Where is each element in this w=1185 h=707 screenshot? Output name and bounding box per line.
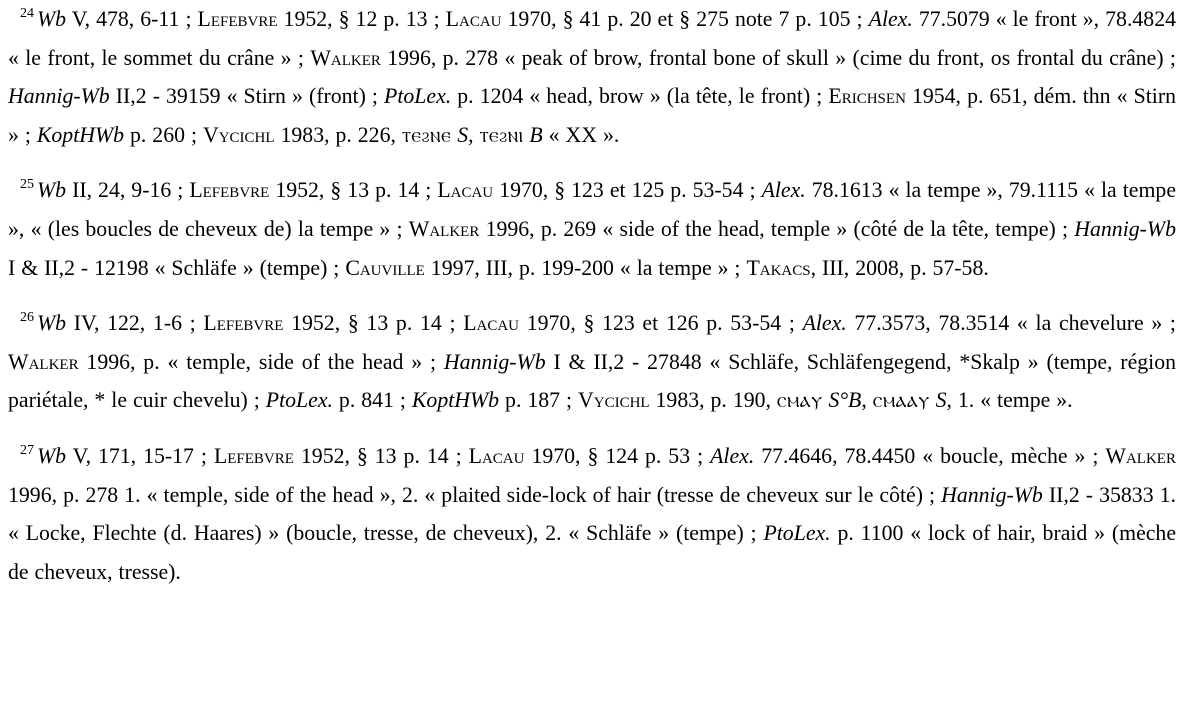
text-run: V, 478, 6-11 ; bbox=[66, 7, 198, 31]
coptic-word: ⲥⲙⲁⲁⲩ bbox=[872, 388, 930, 413]
footnote-text bbox=[8, 178, 1176, 279]
italic-run: KoptHWb bbox=[411, 388, 500, 413]
footnote-24 bbox=[8, 0, 1176, 154]
coptic-word: ⲧⲉϩⲛⲉ bbox=[401, 122, 452, 147]
text-run: , bbox=[468, 122, 480, 147]
text-run: 1952, § 13 p. 14 ; bbox=[293, 443, 469, 468]
footnote-text bbox=[8, 311, 1176, 412]
italic-run: Wb bbox=[37, 178, 67, 203]
author-name: Lefebvre bbox=[213, 443, 294, 468]
text-run: II,2 - 35833 1. « Locke, Flechte (d. Haares) » (boucle, tresse, de cheveux), 2. « Schläfe » (tempe) ; bbox=[8, 482, 1176, 546]
italic-run: S bbox=[935, 388, 947, 413]
text-run: 1996, p. « temple, side of the head » ; bbox=[78, 349, 444, 374]
italic-run: Hannig-Wb bbox=[8, 84, 110, 109]
author-name: Lacau bbox=[463, 311, 520, 336]
italic-run: Alex. bbox=[802, 311, 847, 336]
italic-run: Hannig-Wb bbox=[1074, 216, 1176, 241]
text-run: 1970, § 124 p. 53 ; bbox=[524, 443, 711, 468]
text-run: , bbox=[861, 388, 873, 413]
footnote-26 bbox=[8, 304, 1176, 420]
italic-run: Alex. bbox=[868, 7, 913, 31]
italic-run: PtoLex. bbox=[265, 388, 333, 413]
author-name: Vycichl bbox=[202, 122, 275, 147]
coptic-word: ⲧⲉϩⲛⲓ bbox=[479, 122, 524, 147]
footnote-25 bbox=[8, 171, 1176, 287]
text-run: 1970, § 123 et 126 p. 53-54 ; bbox=[519, 311, 803, 336]
italic-run: PtoLex. bbox=[384, 84, 452, 109]
text-run: 1997, III, p. 199-200 « la tempe » ; bbox=[424, 255, 747, 280]
text-run: I & II,2 - 27848 « Schläfe, Schläfengegend, *Skalp » (tempe, région pariétale, * le cuir chevelu) ; bbox=[8, 349, 1176, 413]
coptic-word: ⲥⲙⲁⲩ bbox=[776, 388, 823, 413]
author-name: Walker bbox=[408, 216, 480, 241]
italic-run: S°B bbox=[828, 388, 862, 413]
author-name: Walker bbox=[8, 349, 79, 374]
author-name: Lefebvre bbox=[203, 311, 284, 336]
text-run: 1952, § 12 p. 13 ; bbox=[277, 7, 446, 31]
author-name: Lacau bbox=[437, 178, 494, 203]
text-run: 1983, p. 190, bbox=[649, 388, 777, 413]
text-run: p. 260 ; bbox=[124, 122, 203, 147]
text-run: II,2 - 39159 « Stirn » (front) ; bbox=[109, 84, 385, 109]
text-run: 1952, § 13 p. 14 ; bbox=[269, 178, 438, 203]
footnote-27 bbox=[8, 437, 1176, 591]
text-run: 1952, § 13 p. 14 ; bbox=[283, 311, 464, 336]
author-name: Vycichl bbox=[578, 388, 650, 413]
text-run: 78.1613 « la tempe », 79.1115 « la tempe », « (les boucles de cheveux de) la tempe » ; bbox=[8, 178, 1176, 241]
text-run: 1996, p. 278 « peak of brow, frontal bone of skull » (cime du front, os frontal du crâne) ; bbox=[380, 45, 1176, 70]
author-name: Lefebvre bbox=[197, 7, 278, 31]
text-run: V, 171, 15-17 ; bbox=[66, 443, 214, 468]
author-name: Lefebvre bbox=[189, 178, 270, 203]
text-run: p. 1100 « lock of hair, braid » (mèche de cheveux, tresse). bbox=[8, 521, 1176, 584]
text-run: , III, 2008, p. 57-58. bbox=[810, 255, 989, 280]
footnote-text bbox=[8, 7, 1176, 147]
text-run: , 1. « tempe ». bbox=[946, 388, 1073, 413]
text-run: II, 24, 9-16 ; bbox=[66, 178, 190, 203]
author-name: Cauville bbox=[345, 255, 425, 280]
text-run: 1996, p. 269 « side of the head, temple » (côté de la tête, tempe) ; bbox=[479, 216, 1075, 241]
text-run: 1954, p. 651, dém. thn « Stirn » ; bbox=[8, 84, 1176, 147]
text-run: IV, 122, 1-6 ; bbox=[66, 311, 204, 336]
italic-run: Hannig-Wb bbox=[443, 349, 546, 374]
footnote-number: 26 bbox=[20, 310, 34, 326]
italic-run: Alex. bbox=[761, 178, 806, 203]
italic-run: S bbox=[457, 122, 469, 147]
italic-run: B bbox=[529, 122, 543, 147]
author-name: Takacs bbox=[746, 255, 811, 280]
footnote-number: 25 bbox=[20, 177, 34, 193]
italic-run: Alex. bbox=[710, 443, 755, 468]
text-run: 77.3573, 78.3514 « la chevelure » ; bbox=[846, 311, 1176, 336]
footnote-number: 27 bbox=[20, 442, 34, 458]
italic-run: Wb bbox=[37, 7, 67, 31]
text-run: I & II,2 - 12198 « Schläfe » (tempe) ; bbox=[8, 255, 346, 280]
text-run: 1970, § 123 et 125 p. 53-54 ; bbox=[493, 178, 762, 203]
text-run: p. 1204 « head, brow » (la tête, le front) ; bbox=[451, 84, 829, 109]
text-run: 1970, § 41 p. 20 et § 275 note 7 p. 105 ; bbox=[501, 7, 869, 31]
footnote-text bbox=[8, 444, 1176, 584]
italic-run: Wb bbox=[37, 311, 67, 336]
italic-run: Hannig-Wb bbox=[941, 482, 1043, 507]
italic-run: Wb bbox=[37, 443, 67, 468]
author-name: Lacau bbox=[445, 7, 502, 31]
author-name: Lacau bbox=[468, 443, 525, 468]
text-run: p. 187 ; bbox=[499, 388, 578, 413]
italic-run: KoptHWb bbox=[36, 122, 125, 147]
author-name: Walker bbox=[1105, 443, 1176, 468]
text-run: 1983, p. 226, bbox=[274, 122, 402, 147]
italic-run: PtoLex. bbox=[763, 521, 831, 546]
text-run: 77.4646, 78.4450 « boucle, mèche » ; bbox=[754, 443, 1106, 468]
text-run: « XX ». bbox=[542, 122, 620, 147]
footnote-number: 24 bbox=[20, 6, 34, 21]
text-run: 1996, p. 278 1. « temple, side of the head », 2. « plaited side-lock of hair (tresse de cheveux sur le côté) ; bbox=[8, 482, 942, 507]
text-run: 77.5079 « le front », 78.4824 « le front, le sommet du crâne » ; bbox=[8, 7, 1176, 70]
author-name: Erichsen bbox=[828, 84, 906, 109]
author-name: Walker bbox=[310, 45, 381, 70]
text-run: p. 841 ; bbox=[332, 388, 412, 413]
